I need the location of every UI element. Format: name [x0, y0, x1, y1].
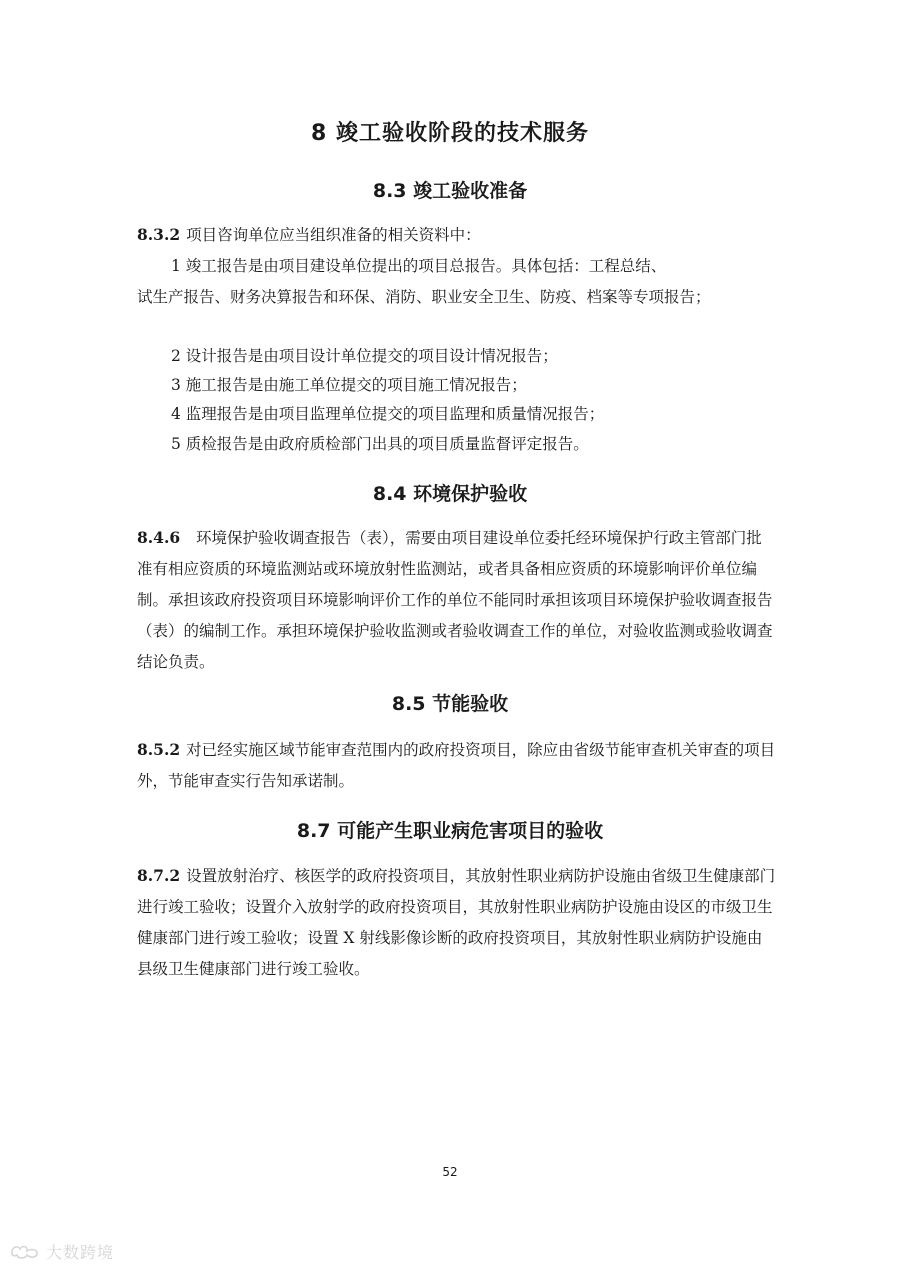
clause-number: 8.7.2: [137, 866, 181, 885]
clause-8-7-2: [137, 860, 777, 985]
list-item-text: 1 竣工报告是由项目建设单位提出的项目总报告。具体包括：工程总结、: [171, 257, 667, 275]
list-item-3: [137, 370, 777, 401]
watermark: [10, 1240, 114, 1263]
list-item-text: 3 施工报告是由施工单位提交的项目施工情况报告；: [171, 376, 527, 394]
list-item-text: 5 质检报告是由政府质检部门出具的项目质量监督评定报告。: [171, 435, 589, 453]
list-item-1: [137, 251, 777, 313]
logo-icon: [10, 1243, 40, 1261]
list-item-continuation: 试生产报告、财务决算报告和环保、消防、职业安全卫生、防疫、档案等专项报告；: [137, 288, 711, 306]
clause-number: 8.3.2: [137, 225, 181, 244]
clause-text: 设置放射治疗、核医学的政府投资项目，其放射性职业病防护设施由省级卫生健康部门进行竣工验收；设置介入放射学的政府投资项目，其放射性职业病防护设施由设区的市级卫生健康部门进行竣工验收；设置 X 射线影像诊断的政府投资项目，其放射性职业病防护设施由县级卫生健康部门进行竣工验收。: [137, 867, 776, 978]
section-title-8-5: 8.5 节能验收: [391, 693, 509, 715]
clause-text: 对已经实施区域节能审查范围内的政府投资项目，除应由省级节能审查机关审查的项目外，节能审查实行告知承诺制。: [137, 741, 776, 790]
clause-8-4-6: [137, 522, 777, 678]
list-item-text: 4 监理报告是由项目监理单位提交的项目监理和质量情况报告；: [171, 405, 605, 423]
chapter-title: 8 竣工验收阶段的技术服务: [311, 121, 589, 146]
section-title-8-3: 8.3 竣工验收准备: [372, 180, 528, 202]
list-item-text: 2 设计报告是由项目设计单位提交的项目设计情况报告；: [171, 347, 558, 365]
clause-number: 8.4.6: [137, 528, 181, 547]
list-item-5: [137, 429, 777, 460]
list-item-2: [137, 341, 777, 372]
list-item-4: [137, 399, 777, 430]
clause-text: 环境保护验收调查报告（表），需要由项目建设单位委托经环境保护行政主管部门批准有相应资质的环境监测站或环境放射性监测站，或者具备相应资质的环境影响评价单位编制。承担该政府投资项目环境影响评价工作的单位不能同时承担该项目环境保护验收调查报告（表）的编制工作。承担环境保护验收监测或者验收调查工作的单位，对验收监测或验收调查结论负责。: [137, 529, 773, 671]
page-number: 52: [442, 1165, 458, 1179]
clause-number: 8.5.2: [137, 740, 181, 759]
clause-text: 项目咨询单位应当组织准备的相关资料中：: [186, 226, 481, 244]
clause-8-3-2: [137, 219, 777, 251]
clause-8-5-2: [137, 734, 777, 797]
section-title-8-7: 8.7 可能产生职业病危害项目的验收: [296, 820, 604, 842]
watermark-text: 大数跨境: [46, 1243, 115, 1262]
section-title-8-4: 8.4 环境保护验收: [372, 483, 528, 505]
